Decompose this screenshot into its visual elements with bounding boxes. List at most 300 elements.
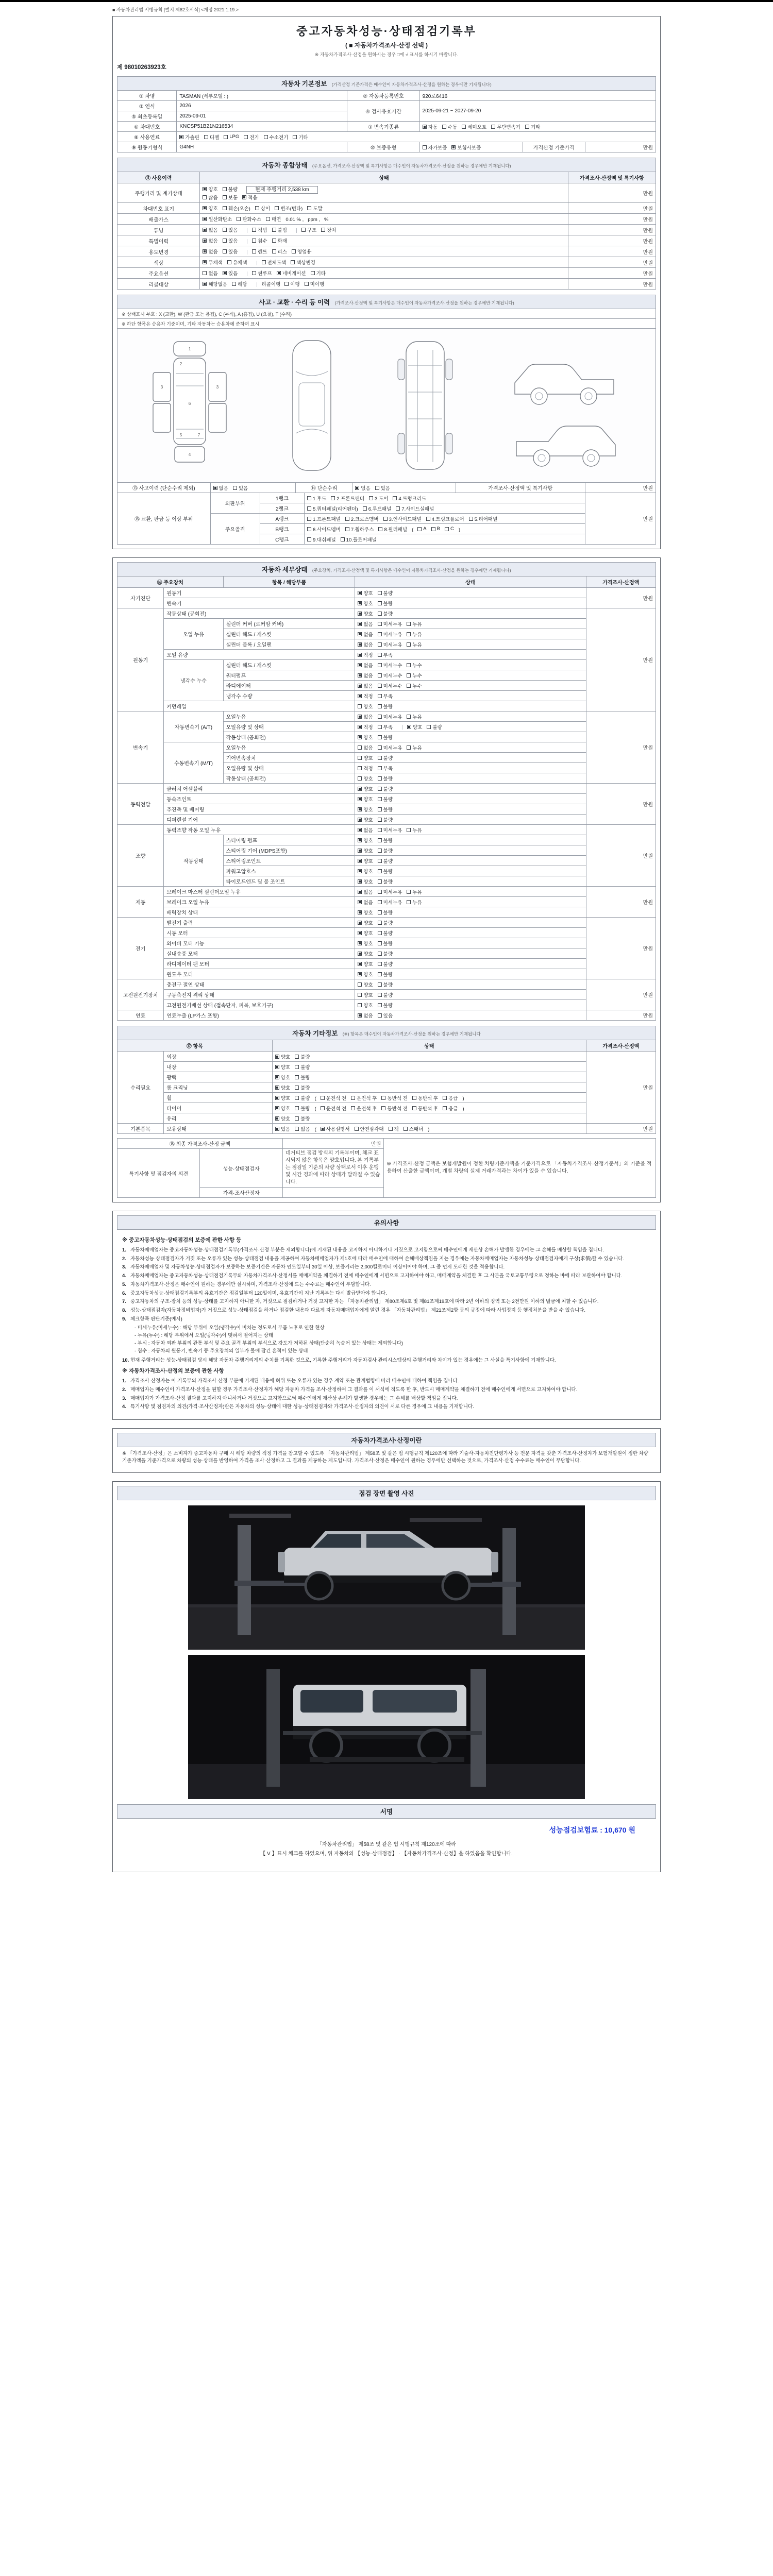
checkbox[interactable]: [224, 134, 239, 140]
checkbox[interactable]: [525, 123, 540, 130]
price-cell: 만원: [568, 268, 656, 279]
checkbox-label: 무단변속기: [497, 124, 520, 130]
checkbox[interactable]: [378, 600, 393, 607]
checkbox[interactable]: [233, 484, 248, 492]
checkbox[interactable]: [407, 888, 422, 895]
checkbox[interactable]: [407, 682, 422, 689]
checkbox[interactable]: [275, 1105, 290, 1112]
checkbox[interactable]: [321, 226, 336, 233]
checkbox-label: 기타: [530, 124, 541, 130]
checkbox[interactable]: [242, 194, 257, 201]
checkbox[interactable]: [423, 123, 438, 130]
checkbox[interactable]: [383, 515, 422, 522]
checkbox[interactable]: [272, 248, 287, 255]
section-title: 사고 · 교환 · 수리 등 이력: [259, 299, 330, 306]
checkbox-box: [358, 756, 362, 760]
notice-number: 3.: [122, 1264, 126, 1270]
checkbox-box: [341, 537, 345, 541]
checkbox[interactable]: [305, 280, 325, 287]
checkbox[interactable]: [378, 662, 402, 669]
checkbox[interactable]: [375, 484, 390, 492]
checkbox-label: 없음: [208, 271, 218, 277]
checkbox[interactable]: [358, 765, 373, 772]
checkbox[interactable]: [396, 505, 434, 512]
checkbox[interactable]: [223, 226, 238, 233]
checkbox[interactable]: [301, 226, 316, 233]
checkbox[interactable]: [272, 226, 287, 233]
checkbox[interactable]: [223, 185, 238, 193]
checkbox[interactable]: [244, 133, 259, 141]
checkbox[interactable]: [358, 1002, 373, 1009]
column-header: ⑰ 항목: [117, 1040, 273, 1052]
checkbox[interactable]: [203, 259, 223, 266]
checkbox-box: [358, 684, 362, 688]
checkbox-box: [378, 952, 382, 956]
checkbox[interactable]: [462, 123, 486, 130]
checkbox[interactable]: [358, 1012, 373, 1019]
checkbox[interactable]: [378, 692, 393, 700]
checkbox-label: 없음: [208, 249, 218, 255]
checkbox-box: [358, 591, 362, 595]
checkbox[interactable]: [378, 631, 402, 638]
final-price-note: ※ 가격조사·산정 금액은 보험개발원이 정한 차량기준가액을 기준가격으로 「자동차가격조사·산정기준서」의 기준을 적용하여 산출한 금액이며, 개별 차량의 실제 거래가격과는 차이가 있을 수 있습니다.: [384, 1139, 656, 1198]
checkbox[interactable]: [378, 641, 402, 648]
checkbox[interactable]: [358, 610, 373, 617]
checkbox[interactable]: [293, 133, 308, 141]
checkbox[interactable]: [378, 672, 402, 679]
checkbox[interactable]: [307, 205, 322, 212]
checkbox[interactable]: [358, 734, 373, 741]
checkbox[interactable]: [358, 703, 373, 710]
checkbox[interactable]: [389, 1125, 399, 1132]
checkbox[interactable]: [381, 1105, 407, 1112]
checkbox[interactable]: [358, 692, 373, 700]
notice-bullet: - 부식 : 자동차 외판 부위의 관통 부식 및 주요 골격 부위의 부식으로 강도가 저하된 상태(단순히 녹슬어 있는 상태는 제외합니다): [135, 1341, 404, 1347]
checkbox[interactable]: [351, 1094, 377, 1101]
checkbox[interactable]: [358, 775, 373, 782]
checkbox[interactable]: [223, 248, 238, 255]
checkbox-box: [358, 642, 362, 647]
checkbox[interactable]: [295, 1115, 310, 1122]
device-item: 연료누출 (LP가스 포함): [164, 1010, 355, 1021]
checkbox[interactable]: [307, 536, 336, 543]
row-state: [355, 773, 586, 784]
checkbox[interactable]: [369, 495, 388, 502]
table-row: [117, 122, 656, 132]
checkbox[interactable]: [407, 620, 422, 628]
checkbox[interactable]: [227, 259, 247, 266]
checkbox[interactable]: [451, 144, 481, 151]
table-row: [117, 835, 656, 845]
checkbox[interactable]: [358, 888, 373, 895]
checkbox[interactable]: [378, 806, 393, 813]
checkbox-box: [491, 125, 495, 129]
checkbox[interactable]: [311, 269, 326, 277]
checkbox[interactable]: [407, 662, 422, 669]
checkbox[interactable]: [443, 1094, 458, 1101]
checkbox[interactable]: [275, 1084, 290, 1091]
checkbox[interactable]: [443, 1105, 458, 1112]
checkbox[interactable]: [275, 1125, 290, 1132]
checkbox[interactable]: [203, 215, 232, 223]
table-row: [117, 928, 656, 938]
checkbox[interactable]: [378, 775, 393, 782]
checkbox[interactable]: [295, 1125, 310, 1132]
checkbox[interactable]: [378, 723, 393, 731]
checkbox[interactable]: [358, 806, 373, 813]
checkbox[interactable]: [203, 205, 217, 212]
checkbox[interactable]: [204, 133, 219, 141]
checkbox[interactable]: [407, 899, 422, 906]
checkbox-box: [378, 776, 382, 781]
checkbox[interactable]: [363, 505, 392, 512]
checkbox[interactable]: [307, 495, 326, 502]
checkbox[interactable]: [358, 600, 373, 607]
checkbox[interactable]: [203, 185, 217, 193]
checkbox[interactable]: [423, 144, 447, 151]
checkbox-box: [358, 663, 362, 667]
checkbox[interactable]: [358, 868, 373, 875]
checkbox[interactable]: [295, 1094, 310, 1101]
checkbox[interactable]: [252, 248, 267, 255]
checkbox-label: 미세누유: [383, 632, 402, 638]
checkbox[interactable]: [355, 484, 370, 492]
checkbox[interactable]: [378, 589, 393, 597]
checkbox-box: [378, 527, 382, 531]
checkbox[interactable]: [407, 631, 422, 638]
device-subgroup: 오일 누유: [164, 619, 223, 650]
checkbox[interactable]: [331, 495, 364, 502]
table-row: [117, 493, 656, 503]
checkbox[interactable]: [378, 1012, 393, 1019]
checkbox[interactable]: [252, 269, 272, 277]
checkbox-box: [307, 517, 311, 521]
checkbox[interactable]: [203, 237, 217, 244]
checkbox[interactable]: [295, 1053, 310, 1060]
checkbox[interactable]: [307, 505, 358, 512]
checkbox[interactable]: [275, 1115, 290, 1122]
checkbox-label: 불량: [383, 930, 393, 937]
checkbox[interactable]: [232, 280, 247, 287]
checkbox[interactable]: [203, 226, 217, 233]
column-header: 가격조사·산정액 및 특기사항: [568, 172, 656, 183]
checkbox[interactable]: [378, 929, 393, 937]
checkbox[interactable]: [358, 991, 373, 998]
checkbox-box: [295, 1065, 299, 1069]
notice-bullet: - 미세누유(미세누수) : 해당 부위에 오일(냉각수)이 비치는 정도로서 부품 노후로 인한 현상: [135, 1325, 325, 1331]
checkbox[interactable]: [378, 713, 402, 720]
checkbox[interactable]: [277, 269, 306, 277]
checkbox[interactable]: [412, 1094, 438, 1101]
section-box-notices: [112, 1211, 661, 1420]
column-header: 상태: [355, 577, 586, 588]
checkbox-box: [275, 1086, 279, 1090]
checkbox[interactable]: [345, 526, 374, 533]
checkbox[interactable]: [378, 610, 393, 617]
checkbox[interactable]: [378, 744, 402, 751]
table-row: [117, 257, 656, 268]
checkbox[interactable]: [378, 878, 393, 885]
checkbox[interactable]: [358, 816, 373, 823]
row-state: [355, 876, 586, 887]
checkbox[interactable]: [358, 857, 373, 865]
checkbox[interactable]: [442, 123, 457, 130]
checkbox[interactable]: [213, 484, 228, 492]
checkbox-box: [203, 271, 207, 275]
checkbox-box: [321, 1096, 325, 1100]
checkbox[interactable]: [223, 205, 250, 212]
checkbox[interactable]: [378, 682, 402, 689]
checkbox-box: [378, 982, 382, 987]
checkbox[interactable]: [275, 1063, 290, 1071]
checkbox[interactable]: [378, 765, 393, 772]
table-row: [117, 1103, 656, 1113]
checkbox[interactable]: [378, 651, 393, 658]
checkbox[interactable]: [358, 785, 373, 792]
checkbox[interactable]: [237, 215, 261, 223]
checkbox[interactable]: [262, 259, 287, 266]
field-label: ⑩ 보증유형: [347, 142, 419, 152]
checkbox[interactable]: [407, 713, 422, 720]
price-cell: 만원: [568, 257, 656, 268]
checkbox-box: [275, 1075, 279, 1079]
checkbox[interactable]: [203, 248, 217, 255]
checkbox[interactable]: [378, 754, 393, 761]
checkbox[interactable]: [358, 672, 373, 679]
checkbox[interactable]: [358, 651, 373, 658]
checkbox[interactable]: [358, 940, 373, 947]
row-state: [355, 887, 586, 897]
checkbox[interactable]: [412, 1105, 438, 1112]
checkbox[interactable]: [321, 1125, 350, 1132]
checkbox-box: [358, 1013, 362, 1018]
checkbox[interactable]: [223, 269, 238, 277]
checkbox-box: [358, 910, 362, 914]
checkbox[interactable]: [407, 641, 422, 648]
car-diagram-top-view: [280, 335, 343, 476]
checkbox[interactable]: [358, 589, 373, 597]
checkbox[interactable]: [378, 909, 393, 916]
checkbox[interactable]: [378, 960, 393, 968]
checkbox[interactable]: [284, 280, 299, 287]
checkbox[interactable]: [292, 248, 312, 255]
base-price: 만원: [585, 142, 656, 152]
checkbox[interactable]: [407, 723, 422, 731]
checkbox-box: [451, 145, 456, 149]
checkbox[interactable]: [295, 1105, 310, 1112]
checkbox[interactable]: [266, 215, 281, 223]
checkbox[interactable]: [378, 868, 393, 875]
checkbox-label: 누유: [412, 889, 422, 895]
checkbox[interactable]: [378, 940, 393, 947]
checkbox-label: 자동: [428, 124, 438, 130]
notice-subtitle: ※ 중고자동차성능·상태점검의 보증에 관한 사항 등: [122, 1237, 242, 1243]
checkbox-box: [345, 527, 349, 531]
row-label: 튜닝: [117, 225, 200, 235]
checkbox[interactable]: [378, 991, 393, 998]
checkbox[interactable]: [378, 795, 393, 803]
checkbox[interactable]: [203, 269, 217, 277]
checkbox[interactable]: [252, 226, 267, 233]
checkbox[interactable]: [345, 515, 379, 522]
row-state: [355, 711, 586, 722]
checkbox[interactable]: [378, 526, 407, 533]
checkbox-label: 양호: [363, 817, 373, 823]
checkbox-box: [378, 622, 382, 626]
checkbox[interactable]: [252, 237, 267, 244]
checkbox[interactable]: [358, 723, 373, 731]
checkbox[interactable]: [203, 280, 227, 287]
checkbox[interactable]: [203, 194, 217, 201]
checkbox[interactable]: [291, 259, 315, 266]
checkbox[interactable]: [381, 1094, 407, 1101]
checkbox[interactable]: [223, 237, 238, 244]
checkbox[interactable]: [275, 1074, 290, 1081]
checkbox[interactable]: [407, 826, 422, 834]
checkbox-box: [291, 260, 295, 264]
checkbox-box: [407, 828, 411, 832]
checkbox[interactable]: [431, 526, 440, 532]
checkbox[interactable]: [427, 723, 442, 731]
checkbox[interactable]: [272, 237, 287, 244]
checkbox[interactable]: [445, 526, 454, 532]
checkbox-label: 네비게이션: [282, 271, 306, 277]
checkbox[interactable]: [378, 981, 393, 988]
field-label: ① 차명: [117, 91, 177, 101]
checkbox[interactable]: [491, 123, 520, 130]
svg-text:3: 3: [160, 385, 163, 389]
column-header: 가격조사·산정액: [586, 1040, 656, 1052]
state-text: ppm ,: [308, 217, 321, 223]
checkbox[interactable]: [358, 960, 373, 968]
checkbox[interactable]: [378, 857, 393, 865]
checkbox-label: 양호: [363, 776, 373, 782]
checkbox[interactable]: [378, 734, 393, 741]
inspection-photo-2-image: [188, 1655, 585, 1799]
checkbox[interactable]: [378, 950, 393, 957]
table-row: [117, 1093, 656, 1103]
checkbox[interactable]: [417, 526, 426, 532]
row-state: [355, 722, 586, 732]
checkbox-box: [369, 496, 373, 500]
checkbox[interactable]: [321, 1094, 346, 1101]
checkbox[interactable]: [295, 1074, 310, 1081]
row-state: [355, 660, 586, 670]
checkbox[interactable]: [358, 899, 373, 906]
checkbox-label: 7.휠하우스: [350, 527, 374, 533]
checkbox[interactable]: [358, 971, 373, 978]
checkbox[interactable]: [407, 672, 422, 679]
notice-item: [122, 1256, 651, 1263]
checkbox[interactable]: [393, 495, 426, 502]
checkbox-label: 장치: [327, 228, 337, 233]
checkbox[interactable]: [378, 703, 393, 710]
row-state: [355, 928, 586, 938]
checkbox[interactable]: [378, 826, 402, 834]
checkbox[interactable]: [378, 837, 393, 844]
model-year: 2026: [177, 101, 347, 111]
checkbox-box: [363, 506, 367, 511]
checkbox[interactable]: [295, 1084, 310, 1091]
checkbox[interactable]: [378, 888, 402, 895]
checkbox-box: [381, 1096, 385, 1100]
checkbox[interactable]: [351, 1105, 377, 1112]
checkbox[interactable]: [358, 631, 373, 638]
checkbox[interactable]: [179, 133, 199, 141]
table-row: [117, 1113, 656, 1124]
checkbox[interactable]: [358, 620, 373, 628]
checkbox[interactable]: [358, 713, 373, 720]
checkbox-box: [358, 838, 362, 842]
checkbox[interactable]: [295, 1063, 310, 1071]
checkbox[interactable]: [358, 909, 373, 916]
checkbox[interactable]: [275, 1094, 290, 1101]
checkbox[interactable]: [407, 744, 422, 751]
device-item: 원동기: [164, 588, 355, 598]
checkbox[interactable]: [378, 816, 393, 823]
table-row: [117, 101, 656, 111]
price-cell: 만원: [568, 203, 656, 214]
checkbox[interactable]: [358, 919, 373, 926]
checkbox[interactable]: [378, 971, 393, 978]
checkbox[interactable]: [426, 515, 464, 522]
checkbox[interactable]: [378, 785, 393, 792]
checkbox-box: [378, 632, 382, 636]
checkbox[interactable]: [358, 795, 373, 803]
checkbox-label: 7.사이드실패널: [401, 506, 434, 512]
checkbox[interactable]: [378, 919, 393, 926]
table-row: [117, 608, 656, 619]
checkbox[interactable]: [378, 1002, 393, 1009]
checkbox-label: 양호: [363, 930, 373, 937]
checkbox[interactable]: [358, 878, 373, 885]
checkbox[interactable]: [255, 205, 270, 212]
checkbox[interactable]: [358, 662, 373, 669]
checkbox[interactable]: [307, 515, 341, 522]
checkbox[interactable]: [404, 1125, 424, 1132]
row-state: [355, 866, 586, 876]
checkbox[interactable]: [307, 526, 341, 533]
checkbox[interactable]: [355, 1125, 384, 1132]
checkbox[interactable]: [275, 1053, 290, 1060]
checkbox[interactable]: [264, 133, 289, 141]
checkbox[interactable]: [321, 1105, 346, 1112]
checkbox[interactable]: [341, 536, 377, 543]
checkbox[interactable]: [358, 981, 373, 988]
checkbox[interactable]: [358, 929, 373, 937]
checkbox-label: 없음: [208, 239, 218, 244]
checkbox[interactable]: [378, 847, 393, 854]
checkbox-label: 전체도색: [267, 260, 287, 266]
checkbox[interactable]: [358, 826, 373, 834]
checkbox[interactable]: [223, 194, 238, 201]
checkbox-box: [321, 1106, 325, 1110]
checkbox[interactable]: [378, 899, 402, 906]
checkbox[interactable]: [378, 620, 402, 628]
checkbox[interactable]: [358, 754, 373, 761]
checkbox[interactable]: [358, 682, 373, 689]
checkbox[interactable]: [358, 744, 373, 751]
checkbox[interactable]: [469, 515, 498, 522]
checkbox[interactable]: [358, 847, 373, 854]
row-label: 리콜대상: [117, 279, 200, 290]
checkbox[interactable]: [275, 205, 303, 212]
checkbox[interactable]: [358, 641, 373, 648]
row-state: [355, 608, 586, 619]
device-item: 동력조향 작동 오일 누유: [164, 825, 355, 835]
checkbox[interactable]: [358, 837, 373, 844]
checkbox[interactable]: [358, 950, 373, 957]
